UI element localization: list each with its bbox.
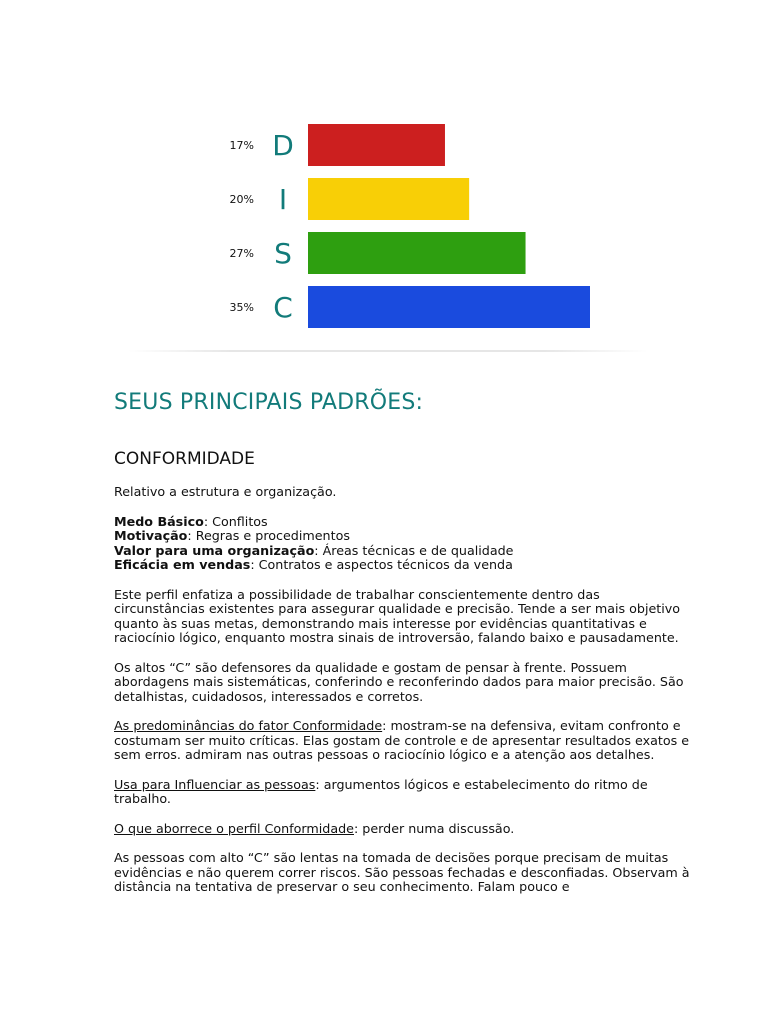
profile-content xyxy=(114,390,694,909)
attribute-label: Valor para uma organização xyxy=(114,542,315,558)
influenciar-label: Usa para Influenciar as pessoas xyxy=(114,776,316,792)
paragraph-aborrece xyxy=(114,822,694,837)
bar-c xyxy=(308,286,590,328)
intro-text: Relativo a estrutura e organização. xyxy=(114,484,337,499)
paragraph-decisoes: As pessoas com alto “C” são lentas na tomada de decisões porque precisam de muitas evidências e não querem correr riscos. São pessoas fechadas e desconfiadas. Observam à distância na tentativa de preservar o seu conhecimento. Falam pouco e xyxy=(114,851,690,894)
paragraph-predominancias xyxy=(114,719,694,763)
attribute-row xyxy=(114,528,350,543)
predominancias-text: : mostram-se na defensiva, evitam confronto e costumam ser muito críticas. Elas gostam de controle e de apresentar resultados exatos e sem erros. admiram nas outras pessoas o raciocínio lógico e a atenção aos detalhes. xyxy=(114,718,690,762)
value-label-d: 17% xyxy=(229,139,254,152)
disc-bar-chart xyxy=(0,0,768,345)
chart-divider xyxy=(128,350,648,352)
category-label-i: I xyxy=(278,183,288,216)
attribute-label: Eficácia em vendas xyxy=(114,557,251,572)
category-label-s: S xyxy=(274,237,292,270)
attribute-row xyxy=(114,514,268,529)
category-label-d: D xyxy=(272,129,294,162)
influenciar-text: : argumentos lógicos e estabelecimento do ritmo de trabalho. xyxy=(114,776,648,806)
bar-i xyxy=(308,178,469,220)
attribute-list xyxy=(114,515,694,573)
attribute-row xyxy=(114,543,513,558)
attribute-value: : Contratos e aspectos técnicos da venda xyxy=(250,557,513,572)
aborrece-label: O que aborrece o perfil Conformidade xyxy=(114,820,354,836)
attribute-value: : Conflitos xyxy=(203,513,268,529)
paragraph-influenciar xyxy=(114,778,694,807)
paragraph-perfil: Este perfil enfatiza a possibilidade de trabalhar conscientemente dentro das circunstâncias existentes para assegurar qualidade e precisão. Tende a ser mais objetivo quanto às suas metas, demonstrando mais interesse por evidências quantitativas e raciocínio lógico, enquanto mostra sinais de introversão, falando baixo e pausadamente. xyxy=(114,586,681,645)
bar-d xyxy=(308,124,445,166)
attribute-label: Motivação xyxy=(114,528,188,543)
predominancias-label: As predominâncias do fator Conformidade xyxy=(114,718,383,733)
subsection-title: CONFORMIDADE xyxy=(114,449,255,469)
value-label-s: 27% xyxy=(229,247,254,260)
aborrece-text: : perder numa discussão. xyxy=(353,820,515,836)
value-label-c: 35% xyxy=(229,301,254,314)
bar-s xyxy=(308,232,526,274)
attribute-value: : Regras e procedimentos xyxy=(187,528,350,543)
category-label-c: C xyxy=(273,291,293,324)
attribute-label: Medo Básico xyxy=(114,513,204,529)
attribute-value: : Áreas técnicas e de qualidade xyxy=(314,542,514,558)
section-title: SEUS PRINCIPAIS PADRÕES: xyxy=(114,390,424,415)
value-label-i: 20% xyxy=(229,193,254,206)
paragraph-altos-c: Os altos “C” são defensores da qualidade e gostam de pensar à frente. Possuem abordagens mais sistemáticas, conferindo e reconferindo dados para maior precisão. São detalhistas, cuidadosos, interessados e corretos. xyxy=(114,659,684,704)
attribute-row xyxy=(114,557,513,572)
